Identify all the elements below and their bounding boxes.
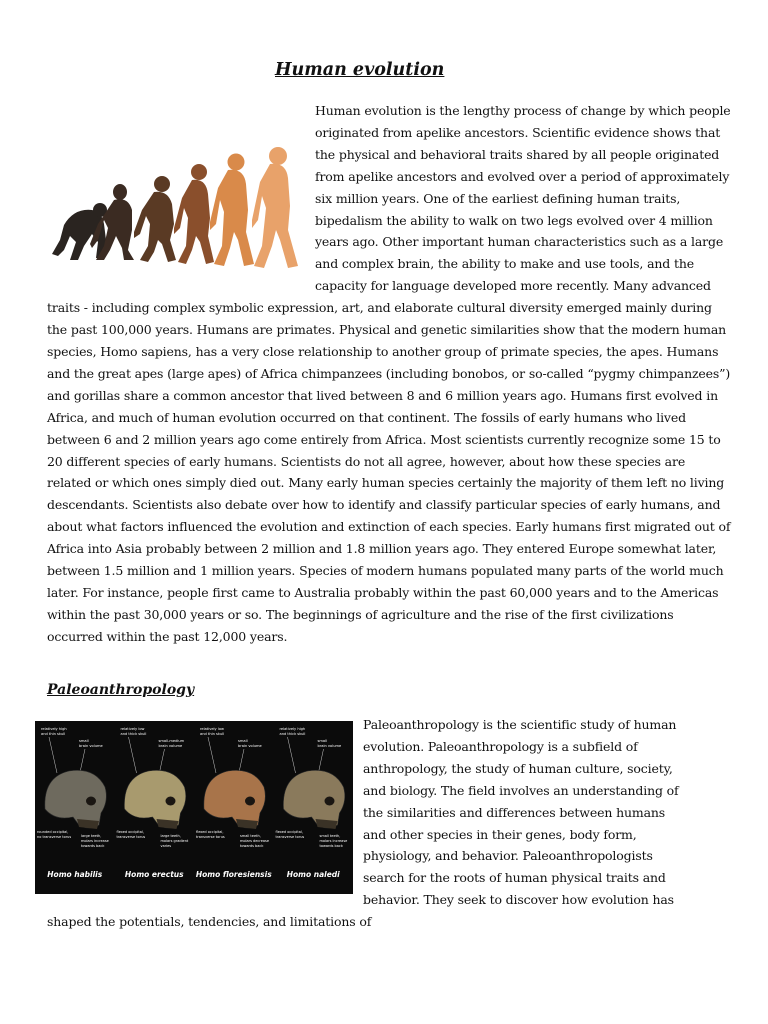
skull-cranium — [283, 770, 344, 828]
paragraph-paleoanthropology-text: Paleoanthropology is the scientific study of human evolution. Paleoanthropology is a subfield of anthropology, the study of human culture, society, and biology. The field involves an understanding of the similarities and differences between humans and other species in their genes, body form, physiology, and behavior. Paleoanthropologists search for the roots of human physical traits and behavior. They seek to discover how evolution has shaped the potentials, tendencies, and limitations of — [47, 717, 679, 930]
skull-label-teeth: molars gradient — [160, 839, 189, 843]
skull-label-shape: and thin skull — [200, 732, 225, 736]
skull-eye-socket — [86, 797, 96, 806]
skull-label-brain: brain volume — [79, 744, 103, 748]
skull-label-teeth: towards back — [81, 844, 105, 848]
early-human-figure-1 — [134, 176, 176, 262]
figure-march-of-progress — [44, 100, 310, 277]
skull-label-teeth: molars increase — [81, 839, 109, 843]
paragraph-introduction-text: Human evolution is the lengthy process of change by which people originated from apelike ancestors. Scientific evidence shows that the physical and behavioral traits shared by all people originated from apelike ancestors and evolved over a period of approximately six million years. One of the earliest defining human traits, bipedalism the ability to walk on two legs evolved over 4 million years ago. Other important human characteristics such as a large and complex brain, the ability to make and use tools, and the capacity for language developed more recently. Many advanced traits - including complex symbolic expression, art, and elaborate cultural diversity emerged mainly during the past 100,000 years. Humans are primates. Physical and genetic similarities show that the modern human species, Homo sapiens, has a very close relationship to another group of primate species, the apes. Humans and the great apes (large apes) of Africa chimpanzees (including bonobos, or so-called “pygmy chimpanzees”) and gorillas share a common ancestor that lived between 8 and 6 million years ago. Humans first evolved in Africa, and much of human evolution occurred on that continent. The fossils of early humans who lived between 6 and 2 million years ago come entirely from Africa. Most scientists currently recognize some 15 to 20 different species of early humans. Scientists do not all agree, however, about how these species are related or which ones simply died out. Many early human species certainly the majority of them left no living descendants. Scientists also debate over how to identify and classify particular species of early humans, and about what factors influenced the evolution and extinction of each species. Early humans first migrated out of Africa into Asia probably between 2 million and 1.8 million years ago. They entered Europe somewhat later, between 1.5 million and 1 million years. Species of modern humans populated many parts of the world much later. For instance, people first came to Australia probably within the past 60,000 years and to the Americas within the past 30,000 years or so. The beginnings of agriculture and the rise of the first civilizations occurred within the past 12,000 years. — [47, 103, 731, 644]
figure-march-of-progress-wrap — [44, 100, 315, 277]
skull-label-brain: small-medium — [158, 739, 185, 743]
skull-species-name: Homo erectus — [124, 870, 184, 879]
hominin-skulls-illustration — [35, 721, 353, 894]
skull-label-shape: and thick skull — [120, 732, 147, 736]
skull-eye-socket — [325, 797, 335, 806]
skull-cranium — [124, 770, 185, 828]
skull-label-brain: small — [79, 739, 89, 743]
skull-species-name: Homo floresiensis — [195, 870, 272, 879]
skull-cranium — [45, 770, 106, 828]
skull-label-teeth: small teeth, — [319, 834, 341, 838]
skull-eye-socket — [166, 797, 176, 806]
skull-species-name: Homo habilis — [47, 870, 103, 879]
section-heading-paleoanthropology: Paleoanthropology — [47, 682, 195, 698]
skull-label-occipital: flexed occipital, — [275, 830, 304, 834]
skull-label-teeth: large teeth, — [160, 834, 181, 838]
skull-label-brain: brain volume — [238, 744, 262, 748]
skull-guide-line — [288, 737, 296, 773]
skull-label-teeth: varies — [160, 844, 172, 848]
skull-label-occipital: transverse torus — [275, 835, 305, 839]
skull-species-name: Homo naledi — [286, 870, 340, 879]
skull-label-teeth: towards back — [240, 844, 264, 848]
skull-label-shape: and thick skull — [279, 732, 306, 736]
early-human-figure-3 — [210, 154, 254, 267]
skull-label-occipital: transverse torus — [116, 835, 146, 839]
skull-label-teeth: molars decrease — [240, 839, 269, 843]
skull-label-brain: small — [238, 739, 248, 743]
skull-label-shape: relatively low — [200, 727, 224, 731]
march-of-progress-illustration — [44, 100, 310, 277]
skull-label-teeth: molars increase — [319, 839, 348, 843]
skull-cranium — [204, 770, 265, 828]
skull-label-occipital: rounded occipital, — [37, 830, 69, 834]
skull-label-teeth: towards back — [319, 844, 343, 848]
skull-label-brain: small — [317, 739, 328, 743]
skull-label-brain: brain volume — [317, 744, 342, 748]
paragraph-introduction — [47, 100, 731, 648]
modern-human-figure — [252, 147, 298, 268]
skull-label-occipital: flexed occipital, — [196, 830, 224, 834]
skull-guide-line — [208, 737, 216, 773]
skull-label-teeth: small teeth, — [240, 834, 261, 838]
figure-hominin-skulls — [35, 721, 353, 894]
skull-label-occipital: flexed occipital, — [116, 830, 145, 834]
skull-eye-socket — [245, 797, 255, 806]
skull-guide-line — [49, 737, 57, 773]
skull-label-shape: relatively high — [279, 727, 306, 731]
document-title: Human evolution — [275, 60, 445, 80]
skull-label-occipital: no transverse torus — [37, 835, 72, 839]
skull-label-shape: and thin skull — [41, 732, 66, 736]
skull-label-teeth: large teeth, — [81, 834, 102, 838]
skull-label-occipital: transverse torus — [196, 835, 225, 839]
skull-label-shape: relatively high — [41, 727, 67, 731]
skull-label-brain: brain volume — [158, 744, 183, 748]
skull-guide-line — [129, 737, 137, 773]
early-human-figure-2 — [174, 164, 214, 264]
skull-label-shape: relatively low — [120, 727, 145, 731]
